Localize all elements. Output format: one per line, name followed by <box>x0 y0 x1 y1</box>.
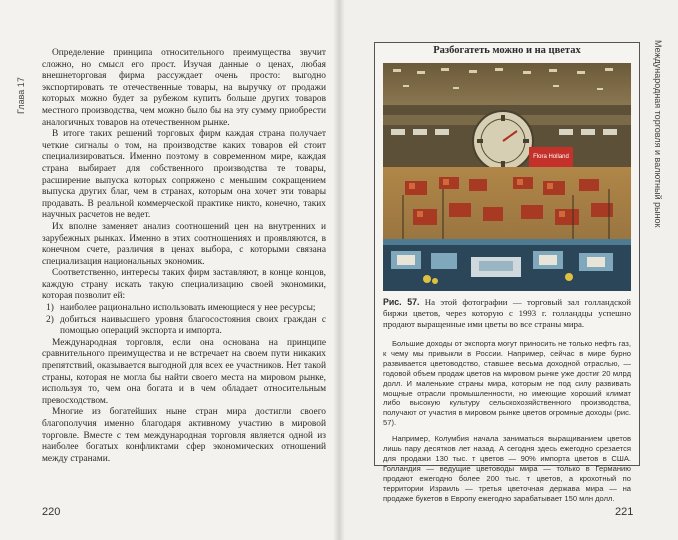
sidebar-box <box>374 42 640 503</box>
numbered-list <box>42 303 326 338</box>
book-gutter <box>333 0 345 540</box>
box-title: Разбогатеть можно и на цветах <box>433 45 581 56</box>
caption-text: На этой фотографии — торговый зал голландской биржи цветов, через которую с 1993 г. голландцы успешно продают выращенные ими цветы во все страны мира. <box>383 297 631 329</box>
list-item <box>46 303 326 315</box>
list-text: добиться наивысшего уровня благосостояния своих граждан с помощью операций экспорта и импорта. <box>60 314 326 337</box>
flower-auction-photo <box>383 63 631 291</box>
paragraph: Многие из богатейших ныне стран мира достигли своего благополучия именно благодаря активному участию в мировой торговле. Вместе с тем международная торговля является одной из наиболее богатых конфликтами сфер экономических отношений между странами. <box>42 407 326 464</box>
list-number: 1) <box>46 303 54 314</box>
paragraph: Например, Колумбия начала заниматься выращиванием цветов лишь пару десятков лет назад. А сегодня здесь ежегодно срезается для продажи 130 тыс. т цветов — 90% импорта цветов в США. Голландия — ведущие цветоводы мира — только в Германию продают ежегодно более 200 тыс. т цветов, а крохотный по территории Израиль — третья цветочная держава мира — на продаже букетов в Европу ежегодно зарабатывает 150 млн долл. <box>383 434 631 503</box>
section-label: Международная торговля и валютный рынок <box>653 40 663 228</box>
page-number-left: 220 <box>42 506 61 518</box>
list-item <box>46 314 326 338</box>
paragraph: Определение принципа относительного преимущества звучит сложно, но смысл его прост. Изучая данные о ценах, любая внешнеторговая фирма рассуждает очень просто: выгодно экспортировать те отечественные товары, на выручку от продажи которых можно будет за рубежом купить больше других товаров местного производства, чем можно было бы на эту сумму приобрести аналогичных товаров на отечественном рынке. <box>42 48 326 128</box>
page-number-right: 221 <box>615 506 634 518</box>
list-text: наиболее рационально использовать имеющиеся у нее ресурсы; <box>60 303 316 314</box>
left-body-text <box>42 48 326 465</box>
box-body-text <box>383 339 631 504</box>
paragraph: Большие доходы от экспорта могут приносить не только нефть газ, к чему мы привыкли в России. Например, сейчас в мире бурно развивается цветоводство, ставшее весьма доходной отраслью, — годовой объем продаж цветов на мировом рынке уже достиг 20 млрд долл. И маленькие страны мира, которым не под силу развивать мощные отрасли промышленности, но имеющие хороший климат либо высокую культуру сельскохозяйственного производства, получают от участия в мировом рынке цветов огромные доходы (рис. 57). <box>383 339 631 428</box>
list-number: 2) <box>46 314 54 325</box>
paragraph: В итоге таких решений торговых фирм каждая страна получает четкие сигналы о том, на производстве каких товаров ей стоит специализироваться. Именно поэтому в современном мире, каждая страна выбирает для собственного производства те товары, расширение выпуска которых сопряжено с меньшим сокращением выпуска других благ, чем в странах, которым она хочет эти товары продавать. В реальной коммерческой практике никто, конечно, таких научных расчетов не ведет. <box>42 129 326 221</box>
paragraph: Соответственно, интересы таких фирм заставляют, в конце концов, каждую страну искать такую специализацию своей экономики, которая позволит ей: <box>42 268 326 302</box>
photo-sign-text: Flora Holland <box>533 154 569 160</box>
right-running-head <box>651 40 665 290</box>
paragraph: Международная торговля, если она основана на принципе сравнительного преимущества и не встречает на своем пути никаких препятствий, оказывается выгодной для всех ее участников. Нет такой страны, которая не могла бы найти своего места на мировом рынке, используя то, чем она богата и в чем обладает относительным превосходством. <box>42 337 326 406</box>
chapter-label: Глава 17 <box>16 77 26 114</box>
figure-caption <box>383 297 631 329</box>
paragraph: Их вполне заменяет анализ соотношений цен на внутренних и зарубежных рынках. Именно в этих соотношениях и проявляются, в конечном счете, различия в ценах выбора, с которыми связана специализация национальных экономик. <box>42 221 326 267</box>
caption-label: Рис. 57. <box>383 297 420 307</box>
left-running-head <box>16 54 30 114</box>
